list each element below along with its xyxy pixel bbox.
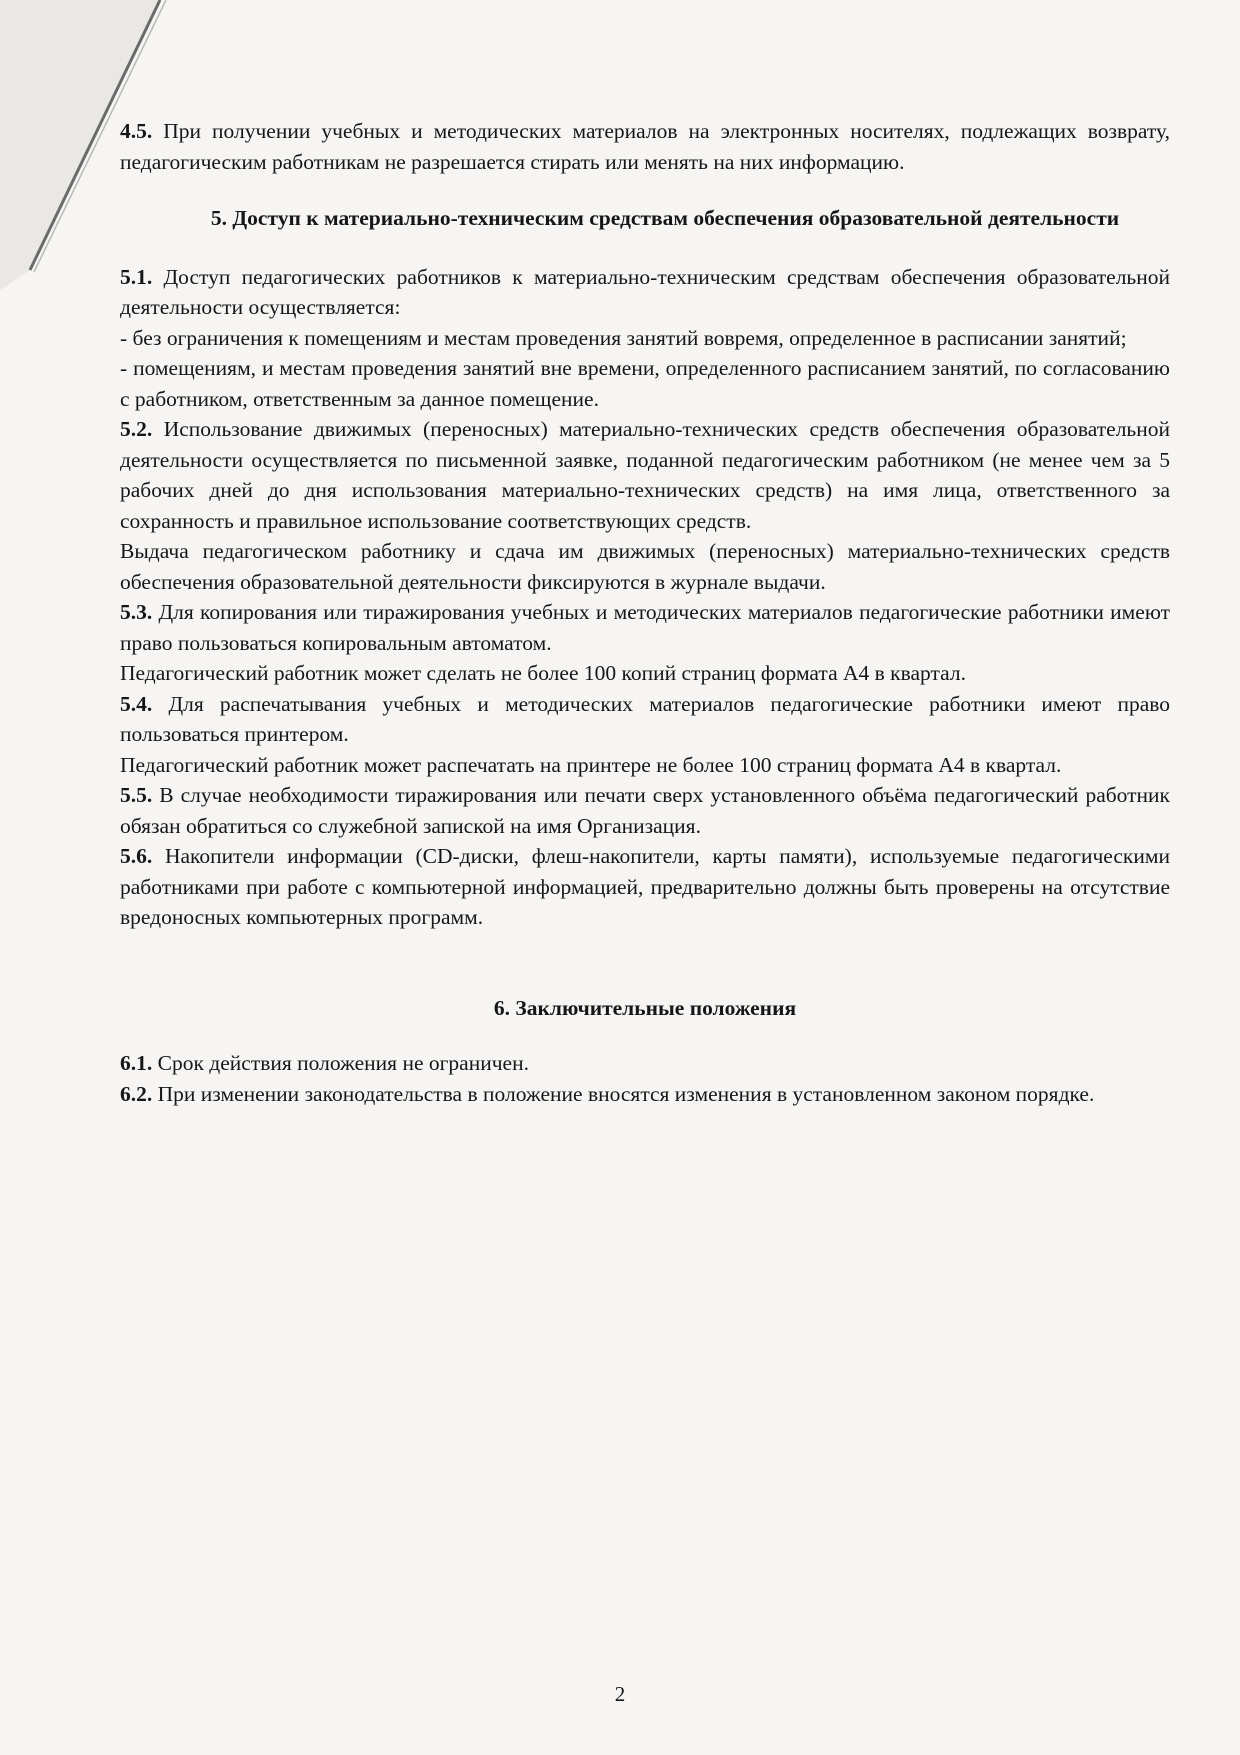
section-5-title: 5. Доступ к материально-техническим средствам обеспечения образовательной деятельности [210,206,1120,230]
paragraph-5-6 [120,841,1170,933]
paragraph-5-2-continuation: Выдача педагогическом работнику и сдача им движимых (переносных) материально-технических средств обеспечения образовательной деятельности фиксируются в журнале выдачи. [120,539,1170,594]
paragraph-6-2 [120,1079,1170,1110]
paragraph-text: Накопители информации (CD-диски, флеш-накопители, карты памяти), используемые педагогическими работниками при работе с компьютерной информацией, предварительно должны быть проверены на отсутствие вредоносных компьютерных программ. [120,844,1170,929]
paragraph-5-5 [120,780,1170,841]
paragraph-number: 6.1. [120,1051,153,1075]
paragraph-text: В случае необходимости тиражирования или печати сверх установленного объёма педагогический работник обязан обратиться со служебной запиской на имя Организация. [120,783,1170,838]
paragraph-number: 5.1. [120,264,153,289]
paragraph-number: 5.3. [120,600,153,624]
paragraph-number: 6.2. [120,1081,153,1106]
list-item-5-1-a: - без ограничения к помещениям и местам проведения занятий вовремя, определенное в расписании занятий; [120,325,1127,350]
paragraph-text: При получении учебных и методических материалов на электронных носителях, подлежащих возврату, педагогическим работникам не разрешается стирать или менять на них информацию. [120,119,1170,174]
paragraph-5-3-continuation: Педагогический работник может сделать не более 100 копий страниц формата А4 в квартал. [120,661,966,685]
paragraph-5-4-continuation: Педагогический работник может распечатать на принтере не более 100 страниц формата А4 в квартал. [120,752,1062,777]
paragraph-text: Использование движимых (переносных) материально-технических средств обеспечения образовательной деятельности осуществляется по письменной заявке, поданной педагогическим работником (не менее чем за 5 рабочих дней до дня использования материально-технических средств) на имя лица, ответственного за сохранность и правильное использование соответствующих средств. [120,417,1170,533]
paragraph-number: 5.5. [120,783,153,807]
section-6-title: 6. Заключительные положения [493,995,797,1020]
paragraph-4-5 [120,116,1170,177]
paragraph-6-1 [120,1048,1170,1079]
list-item-5-1-b: - помещениям, и местам проведения занятий вне времени, определенного расписанием занятий, по согласованию с работником, ответственным за данное помещение. [120,356,1170,411]
paragraph-number: 5.4. [120,691,153,716]
paragraph-5-2 [120,414,1170,536]
paragraph-text: Доступ педагогических работников к материально-техническим средствам обеспечения образовательной деятельности осуществляется: [120,264,1170,319]
paragraph-text: Для распечатывания учебных и методических материалов педагогические работники имеют право пользоваться принтером. [120,691,1170,746]
paragraph-text: Срок действия положения не ограничен. [152,1051,529,1075]
paragraph-text: Для копирования или тиражирования учебных и методических материалов педагогические работники имеют право пользоваться копировальным автоматом. [120,600,1170,655]
paragraph-5-1 [120,262,1170,323]
page-number: 2 [614,1682,626,1706]
paragraph-5-3 [120,597,1170,658]
paragraph-number: 5.2. [120,417,153,441]
paragraph-text: При изменении законодательства в положение вносятся изменения в установленном законом порядке. [152,1081,1095,1106]
paragraph-5-4 [120,689,1170,750]
document-body [120,116,1170,1109]
paragraph-number: 5.6. [120,844,153,868]
paragraph-number: 4.5. [120,119,153,143]
